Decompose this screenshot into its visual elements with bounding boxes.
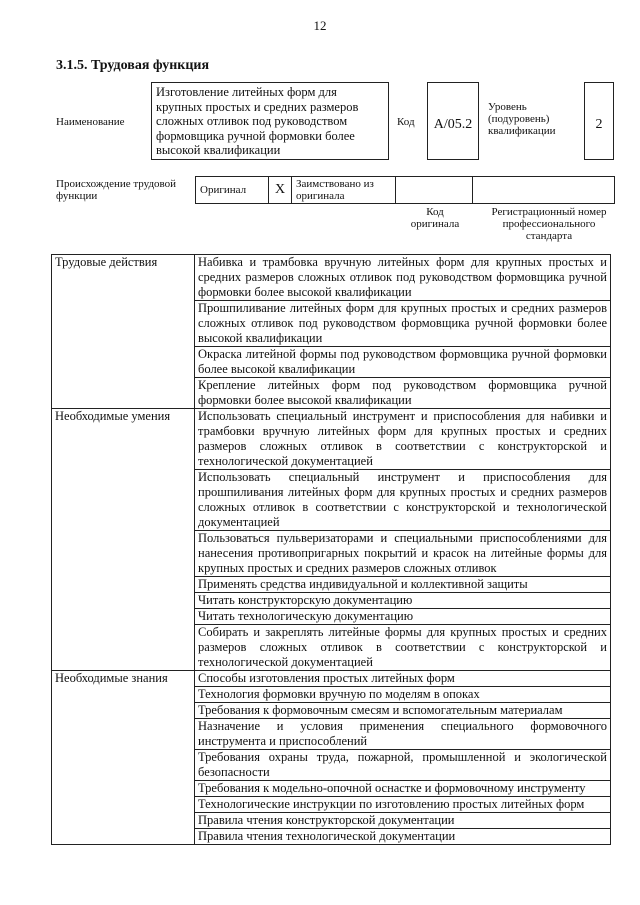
item-cell: Окраска литейной формы под руководством формовщика ручной формовки более высокой квалификации [195, 347, 611, 378]
item-cell: Пользоваться пульверизаторами и специальными приспособлениями для нанесения противопригарных покрытий и красок на литейные формы для крупных простых и средних размеров сложных отливок [195, 531, 611, 577]
category-cell: Трудовые действия [52, 255, 195, 409]
code-label: Код [397, 116, 415, 128]
original-label: Оригинал [196, 177, 269, 204]
page-number: 12 [313, 18, 327, 33]
item-cell: Правила чтения конструкторской документации [195, 813, 611, 829]
item-cell: Собирать и закреплять литейные формы для крупных простых и средних размеров сложных отливок в соответствии с конструкторской и технологической документацией [195, 625, 611, 671]
table-row [52, 671, 611, 687]
item-cell: Использовать специальный инструмент и приспособления для прошпиливания литейных форм для крупных простых и средних размеров сложных отливок в соответствии с конструкторской и технологической документацией [195, 470, 611, 531]
item-cell: Набивка и трамбовка вручную литейных форм для крупных простых и средних размеров сложных отливок под руководством формовщика ручной формовки более высокой квалификации [195, 255, 611, 301]
function-name-box: Изготовление литейных форм для крупных простых и средних размеров сложных отливок под руководством формовщика ручной формовки более высокой квалификации [151, 82, 389, 160]
level-value-box: 2 [584, 82, 614, 160]
origin-table [195, 176, 615, 204]
item-cell: Назначение и условия применения специального формовочного инструмента и приспособлений [195, 719, 611, 750]
name-label: Наименование [56, 116, 125, 128]
function-code-box: А/05.2 [427, 82, 479, 160]
function-details-table [51, 254, 611, 845]
item-cell: Читать конструкторскую документацию [195, 593, 611, 609]
item-cell: Применять средства индивидуальной и коллективной защиты [195, 577, 611, 593]
origin-label: Происхождение трудовой функции [56, 178, 177, 202]
item-cell: Технология формовки вручную по моделям в опоках [195, 687, 611, 703]
level-label: Уровень (подуровень) квалификации [488, 101, 556, 137]
table-row [52, 409, 611, 470]
item-cell: Требования охраны труда, пожарной, промышленной и экологической безопасности [195, 750, 611, 781]
item-cell: Технологические инструкции по изготовлению простых литейных форм [195, 797, 611, 813]
category-cell: Необходимые умения [52, 409, 195, 671]
reg-number-caption: Регистрационный номер профессионального стандарта [491, 206, 607, 242]
item-cell: Прошпиливание литейных форм для крупных простых и средних размеров сложных отливок под руководством формовщика ручной формовки более высокой квалификации [195, 301, 611, 347]
original-mark: X [269, 177, 292, 204]
item-cell: Читать технологическую документацию [195, 609, 611, 625]
item-cell: Использовать специальный инструмент и приспособления для набивки и трамбовки вручную литейных форм для крупных простых и средних размеров сложных отливок в соответствии с конструкторской и технологической документацией [195, 409, 611, 470]
code-original-cell [396, 177, 473, 204]
code-original-caption: Код оригинала [410, 206, 460, 230]
item-cell: Требования к формовочным смесям и вспомогательным материалам [195, 703, 611, 719]
borrowed-label: Заимствовано из оригинала [292, 177, 396, 204]
item-cell: Требования к модельно-опочной оснастке и формовочному инструменту [195, 781, 611, 797]
item-cell: Правила чтения технологической документации [195, 829, 611, 845]
item-cell: Способы изготовления простых литейных форм [195, 671, 611, 687]
item-cell: Крепление литейных форм под руководством формовщика ручной формовки более высокой квалификации [195, 378, 611, 409]
section-title: 3.1.5. Трудовая функция [56, 58, 210, 73]
table-row [52, 255, 611, 301]
category-cell: Необходимые знания [52, 671, 195, 845]
reg-number-cell [473, 177, 615, 204]
